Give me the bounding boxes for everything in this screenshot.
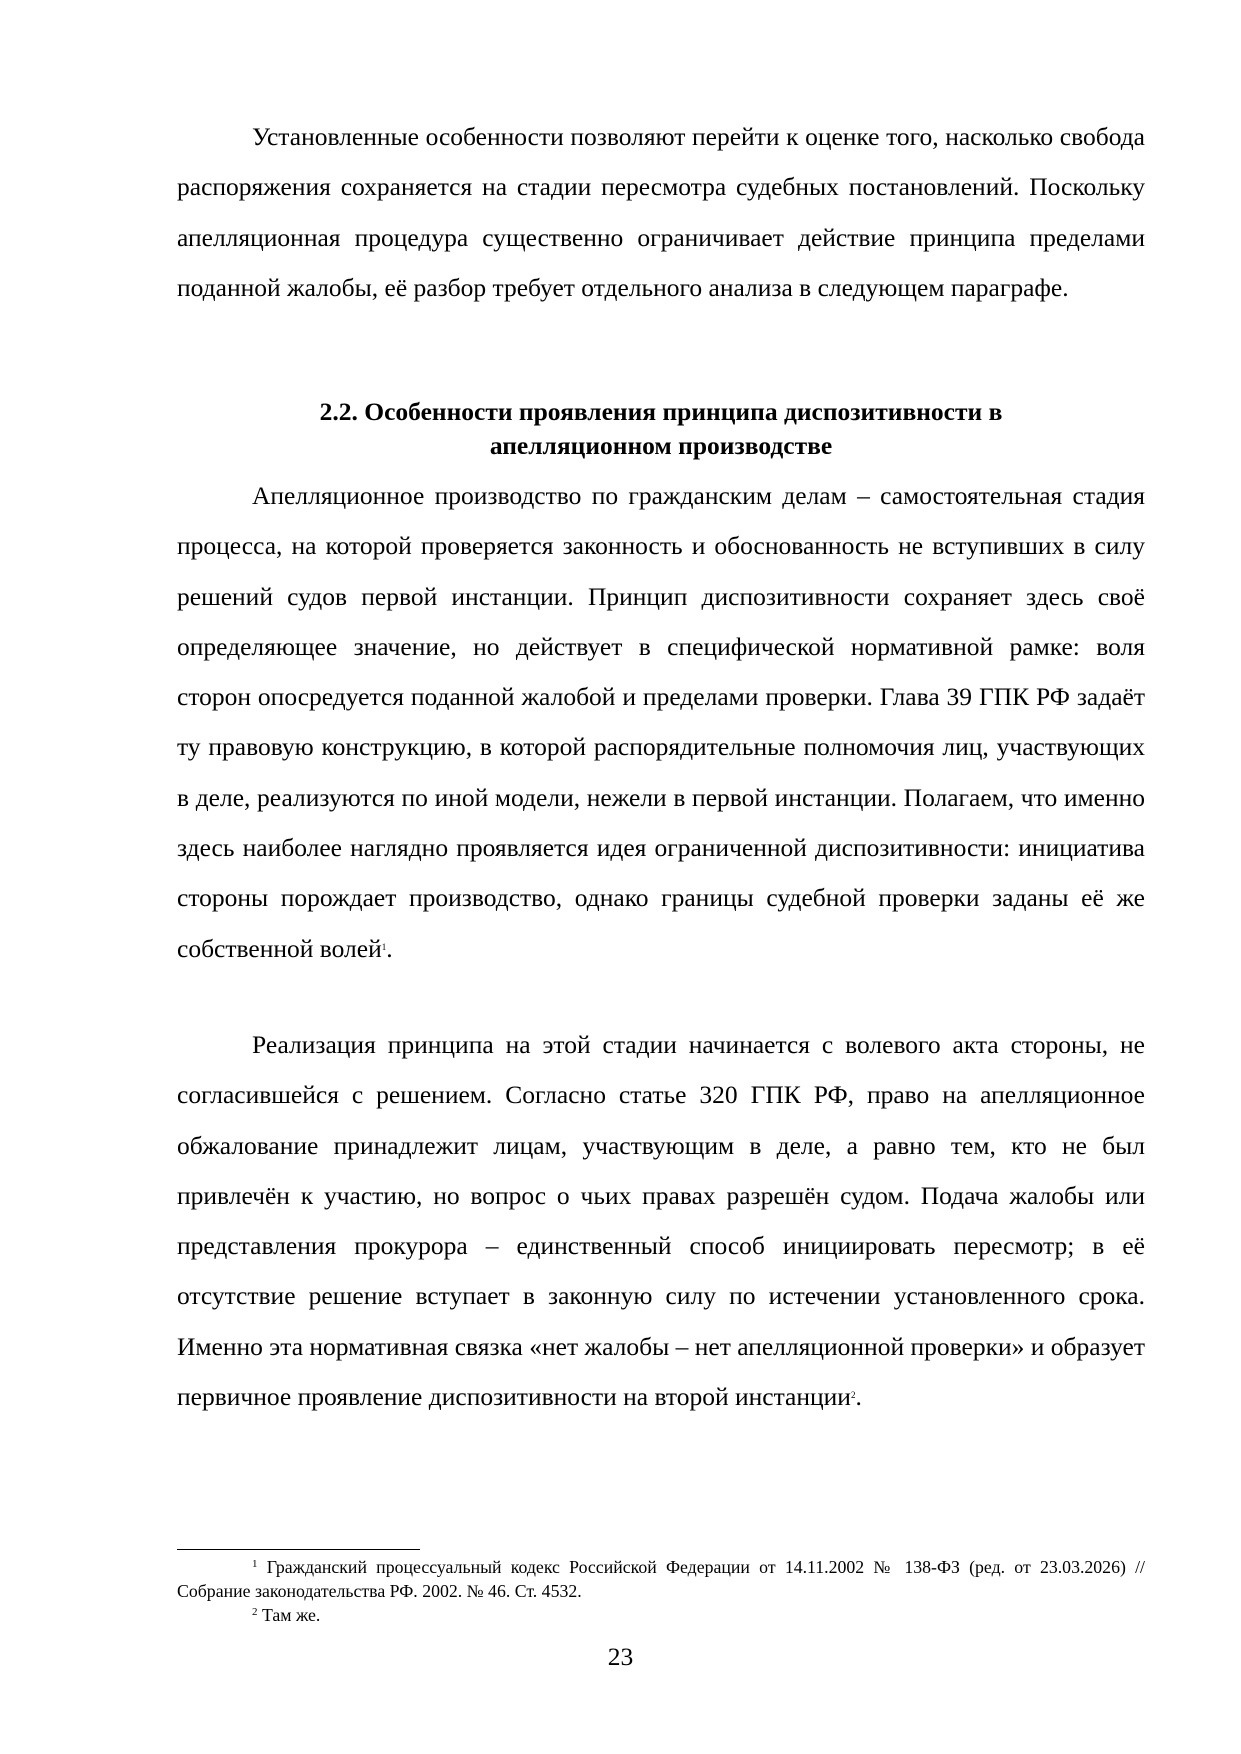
footnote-1-number: 1 xyxy=(252,1558,258,1570)
section-heading-line-1: 2.2. Особенности проявления принципа диспозитивности в xyxy=(319,397,1003,426)
footnote-ref-1[interactable]: 1 xyxy=(381,941,387,952)
paragraph-3-text: Реализация принципа на этой стадии начинается с волевого акта стороны, не согласившейся с решением. Согласно статье 320 ГПК РФ, право на апелляционное обжалование принадлежит лицам, участвующим в деле, а равно тем, кто не был привлечён к участию, но вопрос о чьих правах разрешён судом. Подача жалобы или представления прокурора – единственный способ инициировать пересмотр; в её отсутствие решение вступает в законную силу по истечении установленного срока. Именно эта нормативная связка «нет жалобы – нет апелляционной проверки» и образует первичное проявление диспозитивности на второй инстанции xyxy=(177,1030,1145,1412)
paragraph-2-text: Апелляционное производство по гражданским делам – самостоятельная стадия процесса, на которой проверяется законность и обоснованность не вступивших в силу решений судов первой инстанции. Принцип диспозитивности сохраняет здесь своё определяющее значение, но действует в специфической нормативной рамке: воля сторон опосредуется поданной жалобой и пределами проверки. Глава 39 ГПК РФ задаёт ту правовую конструкцию, в которой распорядительные полномочия лиц, участвующих в деле, реализуются по иной модели, нежели в первой инстанции. Полагаем, что именно здесь наиболее наглядно проявляется идея ограниченной диспозитивности: инициатива стороны порождает производство, однако границы судебной проверки заданы её же собственной волей xyxy=(177,481,1145,963)
page-number: 23 xyxy=(607,1642,634,1671)
footnote-1-text: Гражданский процессуальный кодекс Российской Федерации от 14.11.2002 № 138-ФЗ (ред. от 23.03.2026) // Собрание законодательства РФ. 2002. № 46. Ст. 4532. xyxy=(177,1557,1145,1601)
section-heading xyxy=(177,395,1145,463)
paragraph-2 xyxy=(177,471,1145,974)
footnote-2-number: 2 xyxy=(252,1606,258,1618)
section-heading-line-2: апелляционном производстве xyxy=(489,431,833,460)
footnote-2-text: Там же. xyxy=(257,1605,321,1625)
footnote-1 xyxy=(177,1555,1145,1603)
paragraph-3 xyxy=(177,1020,1145,1422)
paragraph-1: Установленные особенности позволяют перейти к оценке того, насколько свобода распоряжения сохраняется на стадии пересмотра судебных постановлений. Поскольку апелляционная процедура существенно ограничивает действие принципа пределами поданной жалобы, её разбор требует отдельного анализа в следующем параграфе. xyxy=(177,122,1145,302)
footnote-separator xyxy=(177,1549,420,1550)
footnotes xyxy=(177,1555,1145,1627)
footnote-2 xyxy=(177,1603,1145,1627)
paragraph-3-end: . xyxy=(855,1382,862,1412)
footnote-ref-2[interactable]: 2 xyxy=(850,1390,856,1401)
paragraph-2-end: . xyxy=(386,933,393,963)
